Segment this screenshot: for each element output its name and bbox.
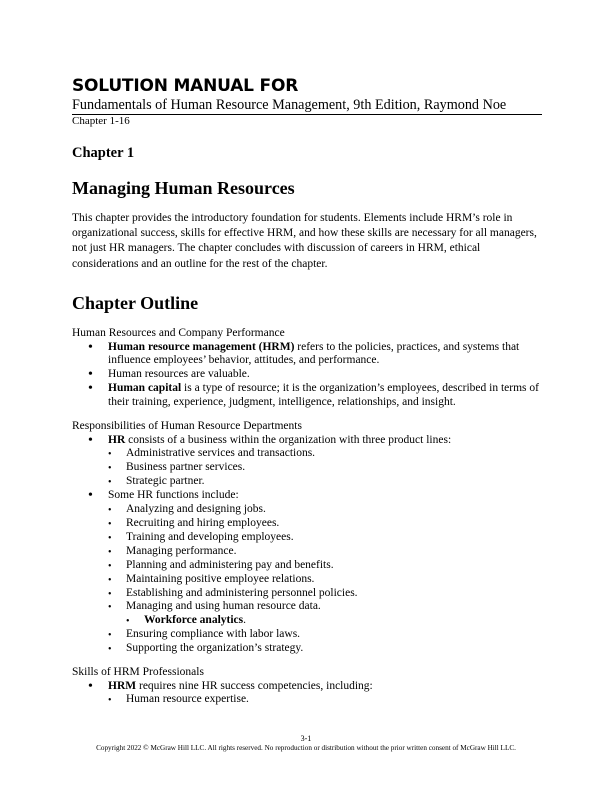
outline-title: Chapter Outline [72,293,199,313]
item-text: requires nine HR success competencies, including: [136,679,373,692]
list-item [72,475,542,489]
list-item [72,559,542,573]
chapter-intro: This chapter provides the introductory foundation for students. Elements include HRM’s role in organizational success, skills for effective HRM, and how these skills are necessary for all managers, not just HR managers. The chapter concludes with discussion of careers in HRM, ethical considerations and an outline for the rest of the chapter. [72,212,537,270]
list-item [72,461,542,475]
list-item [72,341,542,369]
item-text: Planning and administering pay and benefits. [126,558,334,571]
list-item [72,517,542,531]
item-text: Supporting the organization’s strategy. [126,642,304,655]
section-spacer [72,410,542,419]
bold-term: HRM [108,679,137,692]
bullet-list [72,680,542,708]
item-text: Human resources are valuable. [108,368,250,381]
item-text: Ensuring compliance with labor laws. [126,628,301,641]
chapter-range: Chapter 1-16 [72,115,130,127]
solution-manual-banner: SOLUTION MANUAL FOR [72,76,299,96]
item-text: Administrative services and transactions. [126,447,316,460]
item-text: Training and developing employees. [126,530,294,543]
item-text: . [243,614,246,627]
list-item [72,531,542,545]
chapter-title: Managing Human Resources [72,178,295,198]
item-text: Human resource expertise. [126,693,249,706]
item-text: consists of a business within the organization with three product lines: [125,433,452,446]
title-divider [72,114,542,115]
bullet-list [72,341,542,411]
item-text: Maintaining positive employee relations. [126,572,315,585]
item-text: Some HR functions include: [108,489,239,502]
item-text: Recruiting and hiring employees. [126,516,280,529]
item-text: refers to the policies, practices, and systems that influence employees’ behavior, attitudes, and performance. [108,340,520,367]
bold-term: Human capital [108,382,182,395]
item-text: is a type of resource; it is the organization’s employees, described in terms of their training, experience, judgment, intelligence, relationships, and insight. [108,382,539,409]
list-item [72,693,542,707]
item-text: Analyzing and designing jobs. [126,503,266,516]
chapter-outline [72,326,542,707]
list-item [72,368,542,382]
list-item [72,382,542,410]
section-heading: Skills of HRM Professionals [72,666,204,679]
list-item [72,447,542,461]
copyright-notice: Copyright 2022 © McGraw Hill LLC. All rights reserved. No reproduction or distribution without the prior written consent of McGraw Hill LLC. [96,744,516,752]
item-text: Business partner services. [126,461,246,474]
list-item [72,489,542,503]
bold-term: Workforce analytics [144,614,244,627]
section-spacer [72,656,542,665]
list-item [72,642,542,656]
section-heading: Responsibilities of Human Resource Departments [72,420,302,433]
list-item [72,434,542,448]
list-item [72,587,542,601]
list-item [72,545,542,559]
item-text: Managing and using human resource data. [126,600,321,613]
list-item [72,628,542,642]
chapter-label: Chapter 1 [72,145,135,161]
bold-term: Human resource management (HRM) [108,340,295,353]
book-title: Fundamentals of Human Resource Management, 9th Edition, Raymond Noe [72,97,507,113]
list-item [72,503,542,517]
list-item [72,614,542,628]
item-text: Managing performance. [126,544,237,557]
list-item [72,573,542,587]
item-text: Establishing and administering personnel policies. [126,586,358,599]
list-item [72,680,542,694]
bullet-list [72,434,542,657]
item-text: Strategic partner. [126,475,205,488]
section-heading: Human Resources and Company Performance [72,327,285,339]
page-number: 3-1 [300,734,312,743]
list-item [72,600,542,614]
bold-term: HR [108,433,126,446]
